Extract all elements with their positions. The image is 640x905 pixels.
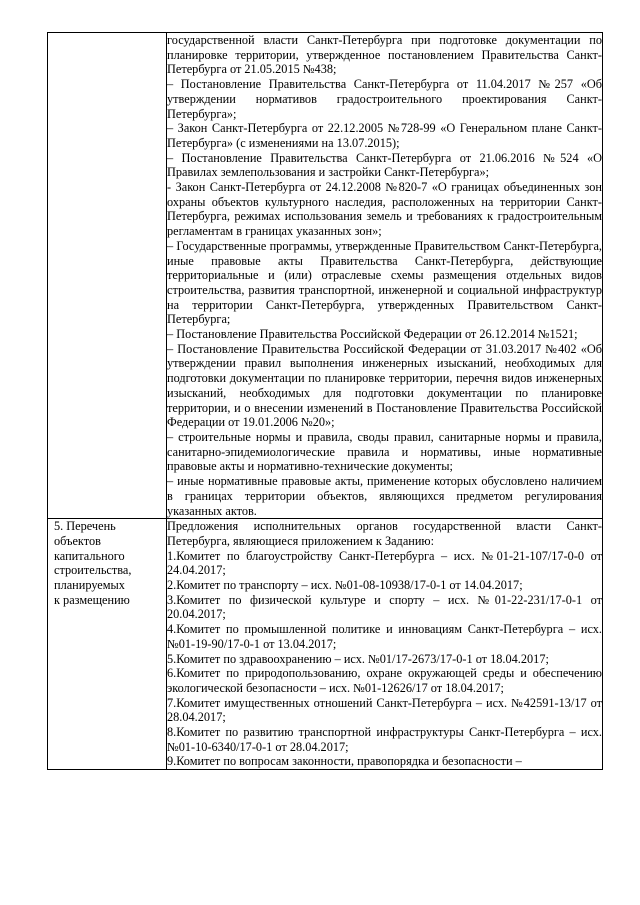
paragraph: - Закон Санкт-Петербурга от 24.12.2008 №820-7 «О границах объединенных зон охраны объектов культурного наследия, расположенных на территории Санкт-Петербурга, режимах использования земель и требованиях к градостроительным регламентам в границах указанных зон»; xyxy=(167,180,602,239)
paragraph: – Государственные программы, утвержденные Правительством Санкт-Петербурга, иные правовые акты Правительства Санкт-Петербурга, действующие территориальные и (или) отраслевые схемы размещения отдельных видов строительства, развития транспортной, инженерной и социальной инфраструктур на территории Санкт-Петербурга, утвержденных Правительством Санкт-Петербурга; xyxy=(167,238,602,327)
paragraph: – иные нормативные правовые акты, применение которых обусловлено наличием в границах территории объектов, являющихся предметом регулирования указанных актов. xyxy=(167,474,602,518)
row-label-cell xyxy=(48,33,167,519)
paragraph: 7.Комитет имущественных отношений Санкт-Петербурга – исх. №42591-13/17 от 28.04.2017; xyxy=(167,695,602,725)
requirements-table xyxy=(47,32,603,770)
paragraph: государственной власти Санкт-Петербурга при подготовке документации по планировке территории, утвержденное постановлением Правительства Санкт-Петербурга от 21.05.2015 №438; xyxy=(167,33,602,77)
paragraph: Предложения исполнительных органов государственной власти Санкт-Петербурга, являющиеся приложением к Заданию: xyxy=(167,519,602,548)
row-label-cell xyxy=(48,519,167,770)
row-label-line: к размещению xyxy=(54,592,130,607)
row-label-line: капитального xyxy=(54,548,125,563)
paragraph: 2.Комитет по транспорту – исх. №01-08-10938/17-0-1 от 14.04.2017; xyxy=(167,578,523,593)
paragraph: 8.Комитет по развитию транспортной инфраструктуры Санкт-Петербурга – исх. №01-10-6340/17-0-1 от 28.04.2017; xyxy=(167,725,602,754)
paragraph: – Постановление Правительства Санкт-Петербурга от 21.06.2016 №524 «О Правилах землепользования и застройки Санкт-Петербурга»; xyxy=(167,150,602,180)
paragraph: 3.Комитет по физической культуре и спорту – исх. №01-22-231/17-0-1 от 20.04.2017; xyxy=(167,592,602,622)
paragraph: – Постановление Правительства Российской Федерации от 31.03.2017 №402 «Об утверждении правил выполнения инженерных изысканий, необходимых для подготовки документации по планировке территории, перечня видов инженерных изысканий, необходимых для подготовки документации по планировке территории, и о внесении изменений в Постановление Правительства Российской Федерации от 19.01.2006 №20»; xyxy=(167,341,602,430)
row-label-line: 5. Перечень xyxy=(54,519,116,534)
paragraph: 6.Комитет по природопользованию, охране окружающей среды и обеспечению экологической безопасности – исх. №01-12626/17 от 18.04.2017; xyxy=(167,666,602,695)
paragraph: – Постановление Правительства Санкт-Петербурга от 11.04.2017 №257 «Об утверждении нормативов градостроительного проектирования Санкт-Петербурга»; xyxy=(167,77,602,121)
row-label-line: объектов xyxy=(54,533,101,548)
row-label-line: строительства, xyxy=(54,563,132,578)
paragraph: 9.Комитет по вопросам законности, правопорядка и безопасности – xyxy=(167,754,522,769)
row-label-line: планируемых xyxy=(54,578,125,593)
paragraph: 5.Комитет по здравоохранению – исх. №01/17-2673/17-0-1 от 18.04.2017; xyxy=(167,651,549,666)
paragraph: – Закон Санкт-Петербурга от 22.12.2005 №728-99 «О Генеральном плане Санкт-Петербурга» (с изменениями на 13.07.2015); xyxy=(167,121,602,150)
table-row xyxy=(48,519,603,770)
table-row xyxy=(48,33,603,519)
row-content-cell xyxy=(167,519,603,770)
paragraph: 1.Комитет по благоустройству Санкт-Петербурга – исх. №01-21-107/17-0-0 от 24.04.2017; xyxy=(167,548,602,578)
row-content-cell xyxy=(167,33,603,519)
paragraph: 4.Комитет по промышленной политике и инновациям Санкт-Петербурга – исх. №01-19-90/17-0-1 от 13.04.2017; xyxy=(167,622,602,651)
row-label xyxy=(48,519,166,607)
paragraph: – Постановление Правительства Российской Федерации от 26.12.2014 №1521; xyxy=(167,327,578,342)
paragraph: – строительные нормы и правила, своды правил, санитарные нормы и правила, санитарно-эпидемиологические правила и нормативы, иные нормативные правовые акты и нормативно-технические документы; xyxy=(167,429,602,474)
